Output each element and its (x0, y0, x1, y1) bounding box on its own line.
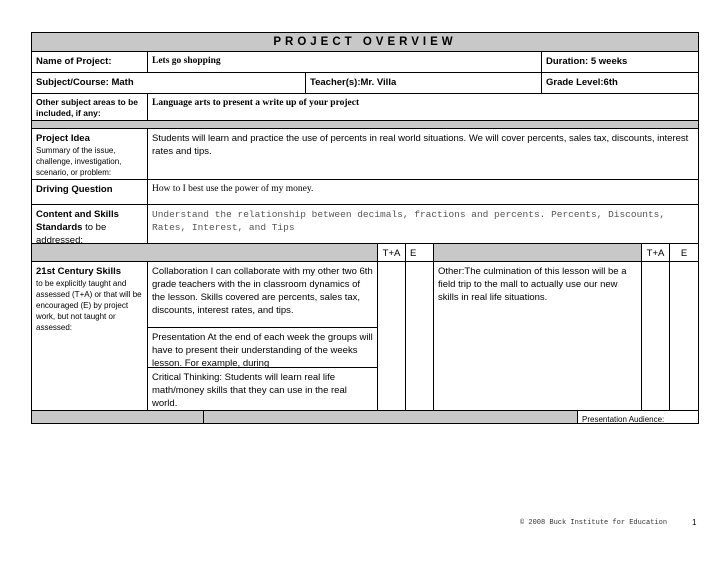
project-idea-sub: Summary of the issue, challenge, investigation, scenario, or problem: (36, 146, 122, 177)
content-value: Understand the relationship between decimals, fractions and percents. Percents, Discounts, Rates, Interest, and Tips (152, 209, 666, 233)
cutoff-text: Presentation Audience: (578, 411, 698, 423)
spacer-row (32, 121, 698, 129)
other-subjects-label: Other subject areas to be included, if any: (32, 94, 148, 120)
project-name-value: Lets go shopping (148, 52, 542, 72)
duration: Duration: 5 weeks (546, 56, 628, 67)
ta-check-1 (378, 262, 406, 410)
content-label-rest: to be addressed: (36, 222, 107, 246)
ta-header-2: T+A (642, 244, 670, 261)
content-label: Content and Skills Standards (36, 209, 119, 233)
e-header-2: E (670, 244, 698, 261)
skills-column (148, 262, 378, 410)
teacher: Teacher(s):Mr. Villa (306, 73, 542, 93)
project-idea-value: Students will learn and practice the use of percents in real world situations. We will cover percents, sales tax, discounts, interest rates and tips. (152, 133, 689, 157)
grade-level: Grade Level:6th (546, 77, 618, 88)
ta-check-2 (642, 262, 670, 410)
e-check-2 (670, 262, 698, 410)
century-label: 21st Century Skills (36, 266, 122, 277)
copyright-footer: © 2008 Buck Institute for Education (520, 519, 668, 527)
collaboration-skill: Collaboration I can collaborate with my other two 6th grade teachers with the in classroom dynamics of the lesson. Skills covered are percents, sales tax, discounts, interest rates, and tips. (148, 262, 377, 328)
century-sub: to be explicitly taught and assessed (T+A) or that will be encouraged (E) by project work, but not taught or assessed: (36, 279, 142, 332)
page-title: PROJECT OVERVIEW (273, 36, 457, 48)
century-label-cell (32, 262, 148, 410)
page-number: 1 (692, 518, 697, 527)
project-idea-label: Project Idea (36, 133, 90, 144)
content-label-cell (32, 205, 148, 246)
e-header-1: E (406, 244, 434, 261)
presentation-skill: Presentation At the end of each week the groups will have to present their understanding of the weeks lesson. For example, during (148, 328, 377, 368)
driving-question-value: How to I best use the power of my money. (152, 184, 314, 194)
project-idea-label-cell (32, 129, 148, 179)
other-subjects-value: Language arts to present a write up of your project (152, 98, 360, 108)
critical-thinking-skill: Critical Thinking: Students will learn real life math/money skills that they can use in the real world. (152, 372, 347, 409)
e-check-1 (406, 262, 434, 410)
subject-course: Subject/Course: Math (32, 73, 306, 93)
ta-header-1: T+A (378, 244, 406, 261)
project-name-label: Name of Project: (32, 52, 148, 72)
title-row (32, 33, 698, 52)
other-skill: Other:The culmination of this lesson will be a field trip to the mall to actually use our new skills in real life situations. (434, 262, 642, 410)
driving-question-label: Driving Question (32, 180, 148, 204)
project-overview-form (31, 32, 699, 424)
